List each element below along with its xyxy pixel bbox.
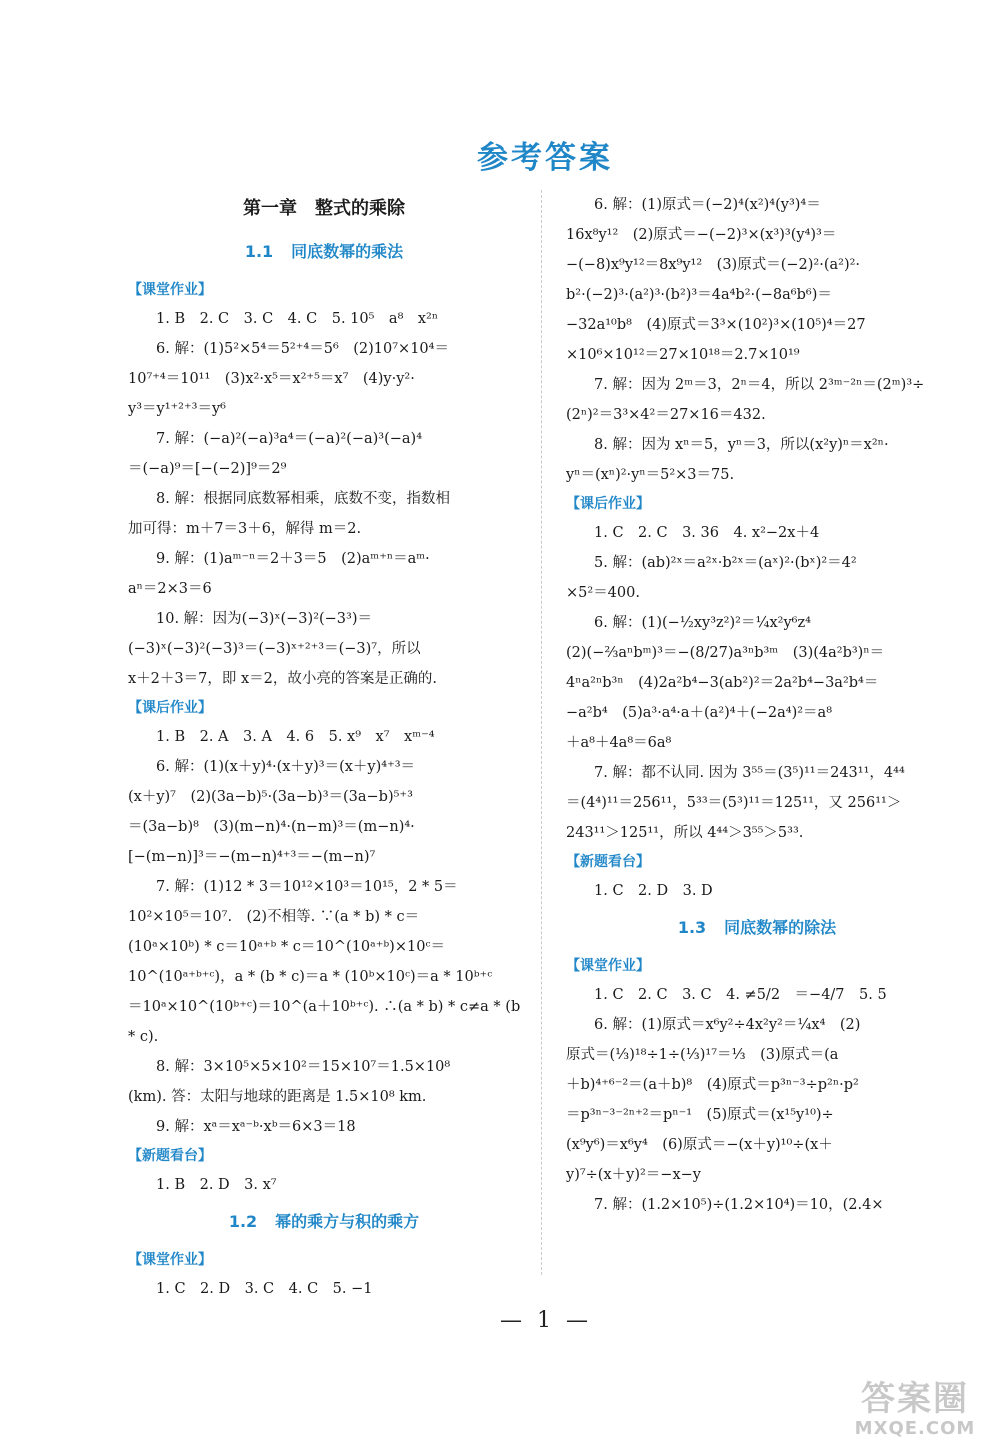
answer-line: 8. 解：3×10⁵×5×10²＝15×10⁷＝1.5×10⁸	[156, 1059, 451, 1075]
answer-line: 1. C 2. D 3. D	[594, 883, 713, 899]
answer-line: 1. C 2. C 3. C 4. ≠5/2 ＝−4/7 5. 5	[594, 987, 887, 1003]
section-number: 1.1	[244, 242, 274, 261]
section-heading-1-3	[566, 910, 948, 946]
answer-line: x＋2＋3＝7，即 x＝2，故小亮的答案是正确的.	[128, 671, 437, 687]
answer-line: 原式＝(⅓)¹⁸÷1÷(⅓)¹⁷＝⅓ (3)原式＝(a	[566, 1047, 839, 1063]
answer-line: 8. 解：因为 xⁿ＝5，yⁿ＝3，所以(x²y)ⁿ＝x²ⁿ·	[594, 437, 889, 453]
right-column	[566, 190, 948, 1220]
answer-line: ＝(3a−b)⁸ (3)(m−n)⁴·(n−m)³＝(m−n)⁴·	[128, 819, 415, 835]
answer-line: 6. 解：(1)(−½xy³z²)²＝¼x²y⁶z⁴	[594, 615, 811, 631]
answer-line: 9. 解：(1)aᵐ⁻ⁿ＝2＋3＝5 (2)aᵐ⁺ⁿ＝aᵐ·	[156, 551, 430, 567]
answer-line: 7. 解：都不认同. 因为 3⁵⁵＝(3⁵)¹¹＝243¹¹，4⁴⁴	[594, 765, 905, 781]
answer-block	[128, 722, 520, 1142]
tag-new-questions: 【新题看台】	[128, 1148, 212, 1164]
answer-block	[128, 304, 520, 694]
tag-class-work: 【课堂作业】	[128, 1252, 212, 1268]
answer-line: aⁿ＝2×3＝6	[128, 581, 212, 597]
section-number: 1.2	[228, 1212, 258, 1231]
answer-block	[566, 876, 948, 906]
answer-line: 10²×10⁵＝10⁷. (2)不相等. ∵(a * b) * c＝	[128, 909, 420, 925]
answer-line: 6. 解：(1)原式＝(−2)⁴(x²)⁴(y³)⁴＝	[594, 197, 821, 213]
tag-new-questions: 【新题看台】	[566, 854, 650, 870]
answer-line: 1. B 2. C 3. C 4. C 5. 10⁵ a⁸ x²ⁿ	[156, 311, 439, 327]
answer-line: 16x⁸y¹² (2)原式＝−(−2)³×(x³)³(y⁴)³＝	[566, 227, 837, 243]
answer-line: ＝(4⁴)¹¹＝256¹¹，5³³＝(5³)¹¹＝125¹¹，又 256¹¹＞	[566, 795, 902, 811]
tag-after-class: 【课后作业】	[128, 700, 212, 716]
answer-line: 1. B 2. D 3. x⁷	[156, 1177, 277, 1193]
watermark-logo	[836, 1380, 994, 1444]
answer-line: (2)(−⅔aⁿbᵐ)³＝−(8/27)a³ⁿb³ᵐ (3)(4a²b³)ⁿ＝	[566, 645, 885, 661]
answer-line: −32a¹⁰b⁸ (4)原式＝3³×(10²)³×(10⁵)⁴＝27	[566, 317, 866, 333]
left-column	[128, 190, 520, 1304]
answer-line: * c).	[128, 1029, 159, 1045]
answer-line: ＋b)⁴⁺⁶⁻²＝(a＋b)⁸ (4)原式＝p³ⁿ⁻³÷p²ⁿ·p²	[566, 1077, 859, 1093]
answer-line: ×10⁶×10¹²＝27×10¹⁸＝2.7×10¹⁹	[566, 347, 800, 363]
answer-line: (−3)ˣ(−3)²(−3)³＝(−3)ˣ⁺²⁺³＝(−3)⁷，所以	[128, 641, 421, 657]
answer-line: 1. C 2. C 3. 36 4. x²−2x＋4	[594, 525, 820, 541]
answer-line: 7. 解：因为 2ᵐ＝3，2ⁿ＝4，所以 2³ᵐ⁻²ⁿ＝(2ᵐ)³÷	[594, 377, 925, 393]
tag-class-work: 【课堂作业】	[566, 958, 650, 974]
answer-line: 7. 解：(1.2×10⁵)÷(1.2×10⁴)＝10，(2.4×	[594, 1197, 884, 1213]
answer-line: (km). 答：太阳与地球的距离是 1.5×10⁸ km.	[128, 1089, 427, 1105]
answer-line: 7. 解：(−a)²(−a)³a⁴＝(−a)²(−a)³(−a)⁴	[156, 431, 423, 447]
answer-block	[566, 190, 948, 490]
column-divider	[541, 190, 542, 1275]
tag-class-work: 【课堂作业】	[128, 282, 212, 298]
answer-line: ＝p³ⁿ⁻³⁻²ⁿ⁺²＝pⁿ⁻¹ (5)原式＝(x¹⁵y¹⁰)÷	[566, 1107, 834, 1123]
answer-line: 9. 解：xᵃ＝xᵃ⁻ᵇ·xᵇ＝6×3＝18	[156, 1119, 356, 1135]
answer-line: 5. 解：(ab)²ˣ＝a²ˣ·b²ˣ＝(aˣ)²·(bˣ)²＝4²	[594, 555, 857, 571]
section-title: 幂的乘方与积的乘方	[275, 1212, 420, 1231]
answer-line: (2ⁿ)²＝3³×4²＝27×16＝432.	[566, 407, 766, 423]
answer-line: ＝(−a)⁹＝[−(−2)]⁹＝2⁹	[128, 461, 287, 477]
page-number: — 1 —	[500, 1308, 592, 1333]
answer-line: 8. 解：根据同底数幂相乘，底数不变，指数相	[156, 491, 450, 507]
chapter-heading: 第一章 整式的乘除	[243, 198, 405, 219]
watermark-url: MXQE.COM	[854, 1418, 976, 1439]
section-heading-1-2	[128, 1204, 520, 1240]
answer-block	[128, 1170, 520, 1200]
answer-line: (10ᵃ×10ᵇ) * c＝10ᵃ⁺ᵇ * c＝10^(10ᵃ⁺ᵇ)×10ᶜ＝	[128, 939, 445, 955]
section-heading-1-1	[128, 234, 520, 270]
answer-line: 10⁷⁺⁴＝10¹¹ (3)x²·x⁵＝x²⁺⁵＝x⁷ (4)y·y²·	[128, 371, 415, 387]
answer-line: y)⁷÷(x＋y)²＝−x−y	[566, 1167, 701, 1183]
answer-line: ＋a⁸＋4a⁸＝6a⁸	[566, 735, 672, 751]
answer-line: 1. C 2. D 3. C 4. C 5. −1	[156, 1281, 373, 1297]
answer-line: yⁿ＝(xⁿ)²·yⁿ＝5²×3＝75.	[566, 467, 735, 483]
answer-line: 6. 解：(1)5²×5⁴＝5²⁺⁴＝5⁶ (2)10⁷×10⁴＝	[156, 341, 449, 357]
answer-block	[128, 1274, 520, 1304]
answer-line: (x⁹y⁶)＝x⁶y⁴ (6)原式＝−(x＋y)¹⁰÷(x＋	[566, 1137, 833, 1153]
section-title: 同底数幂的乘法	[291, 242, 404, 261]
page-title: 参考答案	[477, 140, 613, 176]
answer-line: −a²b⁴ (5)a³·a⁴·a＋(a²)⁴＋(−2a⁴)²＝a⁸	[566, 705, 833, 721]
answer-line: 6. 解：(1)原式＝x⁶y²÷4x²y²＝¼x⁴ (2)	[594, 1017, 861, 1033]
answer-line: −(−8)x⁹y¹²＝8x⁹y¹² (3)原式＝(−2)²·(a²)²·	[566, 257, 861, 273]
answer-line: ×5²＝400.	[566, 585, 640, 601]
answer-line: [−(m−n)]³＝−(m−n)⁴⁺³＝−(m−n)⁷	[128, 849, 376, 865]
answer-line: y³＝y¹⁺²⁺³＝y⁶	[128, 401, 226, 417]
answer-line: ＝10ᵃ×10^(10ᵇ⁺ᶜ)＝10^(a＋10ᵇ⁺ᶜ). ∴(a * b) * c≠a * (b	[128, 999, 520, 1015]
answer-line: 加可得：m＋7＝3＋6，解得 m＝2.	[128, 521, 362, 537]
answer-line: (x＋y)⁷ (2)(3a−b)⁵·(3a−b)³＝(3a−b)⁵⁺³	[128, 789, 413, 805]
answer-line: 6. 解：(1)(x＋y)⁴·(x＋y)³＝(x＋y)⁴⁺³＝	[156, 759, 416, 775]
answer-block	[566, 518, 948, 848]
answer-line: 7. 解：(1)12 * 3＝10¹²×10³＝10¹⁵，2 * 5＝	[156, 879, 458, 895]
section-title: 同底数幂的除法	[724, 918, 837, 937]
tag-after-class: 【课后作业】	[566, 496, 650, 512]
answer-line: b²·(−2)³·(a²)³·(b²)³＝4a⁴b²·(−8a⁶b⁶)＝	[566, 287, 832, 303]
answer-block	[566, 980, 948, 1220]
answer-line: 10. 解：因为(−3)ˣ(−3)²(−3³)＝	[156, 611, 373, 627]
answer-line: 4ⁿa²ⁿb³ⁿ (4)2a²b⁴−3(ab²)²＝2a²b⁴−3a²b⁴＝	[566, 675, 879, 691]
section-number: 1.3	[677, 918, 707, 937]
answer-line: 243¹¹＞125¹¹，所以 4⁴⁴＞3⁵⁵＞5³³.	[566, 825, 804, 841]
answer-line: 1. B 2. A 3. A 4. 6 5. x⁹ x⁷ xᵐ⁻⁴	[156, 729, 435, 745]
watermark-logo-text: 答案圈	[861, 1379, 969, 1419]
answer-line: 10^(10ᵃ⁺ᵇ⁺ᶜ)，a * (b * c)＝a * (10ᵇ×10ᶜ)＝a * 10ᵇ⁺ᶜ	[128, 969, 493, 985]
